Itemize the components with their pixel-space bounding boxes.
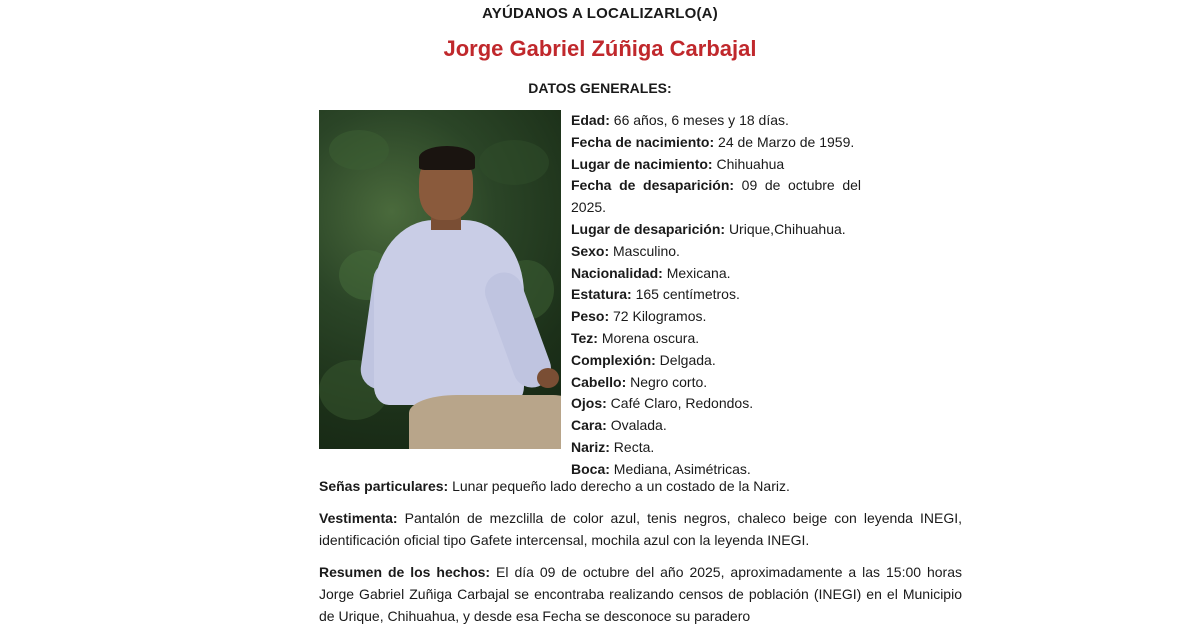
detail-row-hair: Cabello: Negro corto. (571, 373, 708, 390)
detail-row-nationality: Nacionalidad: Mexicana. (571, 264, 731, 281)
detail-row-eyes: Ojos: Café Claro, Redondos. (571, 395, 754, 412)
detail-row-complexion-tone: Tez: Morena oscura. (571, 329, 700, 346)
detail-row-disappearance-date: Fecha de desaparición: 09 de octubre del 2025. (571, 177, 861, 216)
distinguishing-marks: Señas particulares: Lunar pequeño lado derecho a un costado de la Nariz. (319, 478, 790, 494)
person-photo (319, 110, 561, 449)
poster-heading: AYÚDANOS A LOCALIZARLO(A) (482, 5, 718, 22)
summary-of-events: Resumen de los hechos: El día 09 de octubre del año 2025, aproximadamente a las 15:00 horas Jorge Gabriel Zuñiga Carbajal se encontraba realizando censos de población (INEGI) en el Municipio de Urique, Chihuahua, y desde esa Fecha se desconoce su paradero (319, 564, 962, 624)
detail-row-weight: Peso: 72 Kilogramos. (571, 308, 707, 325)
general-data-list (571, 110, 861, 481)
clothing-description: Vestimenta: Pantalón de mezclilla de color azul, tenis negros, chaleco beige con leyenda INEGI, identificación oficial tipo Gafete intercensal, mochila azul con la leyenda INEGI. (319, 510, 962, 548)
detail-row-birth-date: Fecha de nacimiento: 24 de Marzo de 1959. (571, 133, 855, 150)
detail-row-mouth: Boca: Mediana, Asimétricas. (571, 460, 751, 477)
detail-row-build: Complexión: Delgada. (571, 351, 716, 368)
detail-row-face: Cara: Ovalada. (571, 417, 667, 434)
detail-row-age: Edad: 66 años, 6 meses y 18 días. (571, 112, 789, 128)
person-name: Jorge Gabriel Zúñiga Carbajal (443, 36, 757, 61)
detail-row-sex: Sexo: Masculino. (571, 242, 680, 259)
detail-row-nose: Nariz: Recta. (571, 438, 655, 455)
detail-row-height: Estatura: 165 centímetros. (571, 286, 740, 303)
detail-row-disappearance-place: Lugar de desaparición: Urique,Chihuahua. (571, 220, 846, 237)
detail-row-birth-place: Lugar de nacimiento: Chihuahua (571, 155, 785, 172)
section-title-general-data: DATOS GENERALES: (528, 80, 672, 96)
